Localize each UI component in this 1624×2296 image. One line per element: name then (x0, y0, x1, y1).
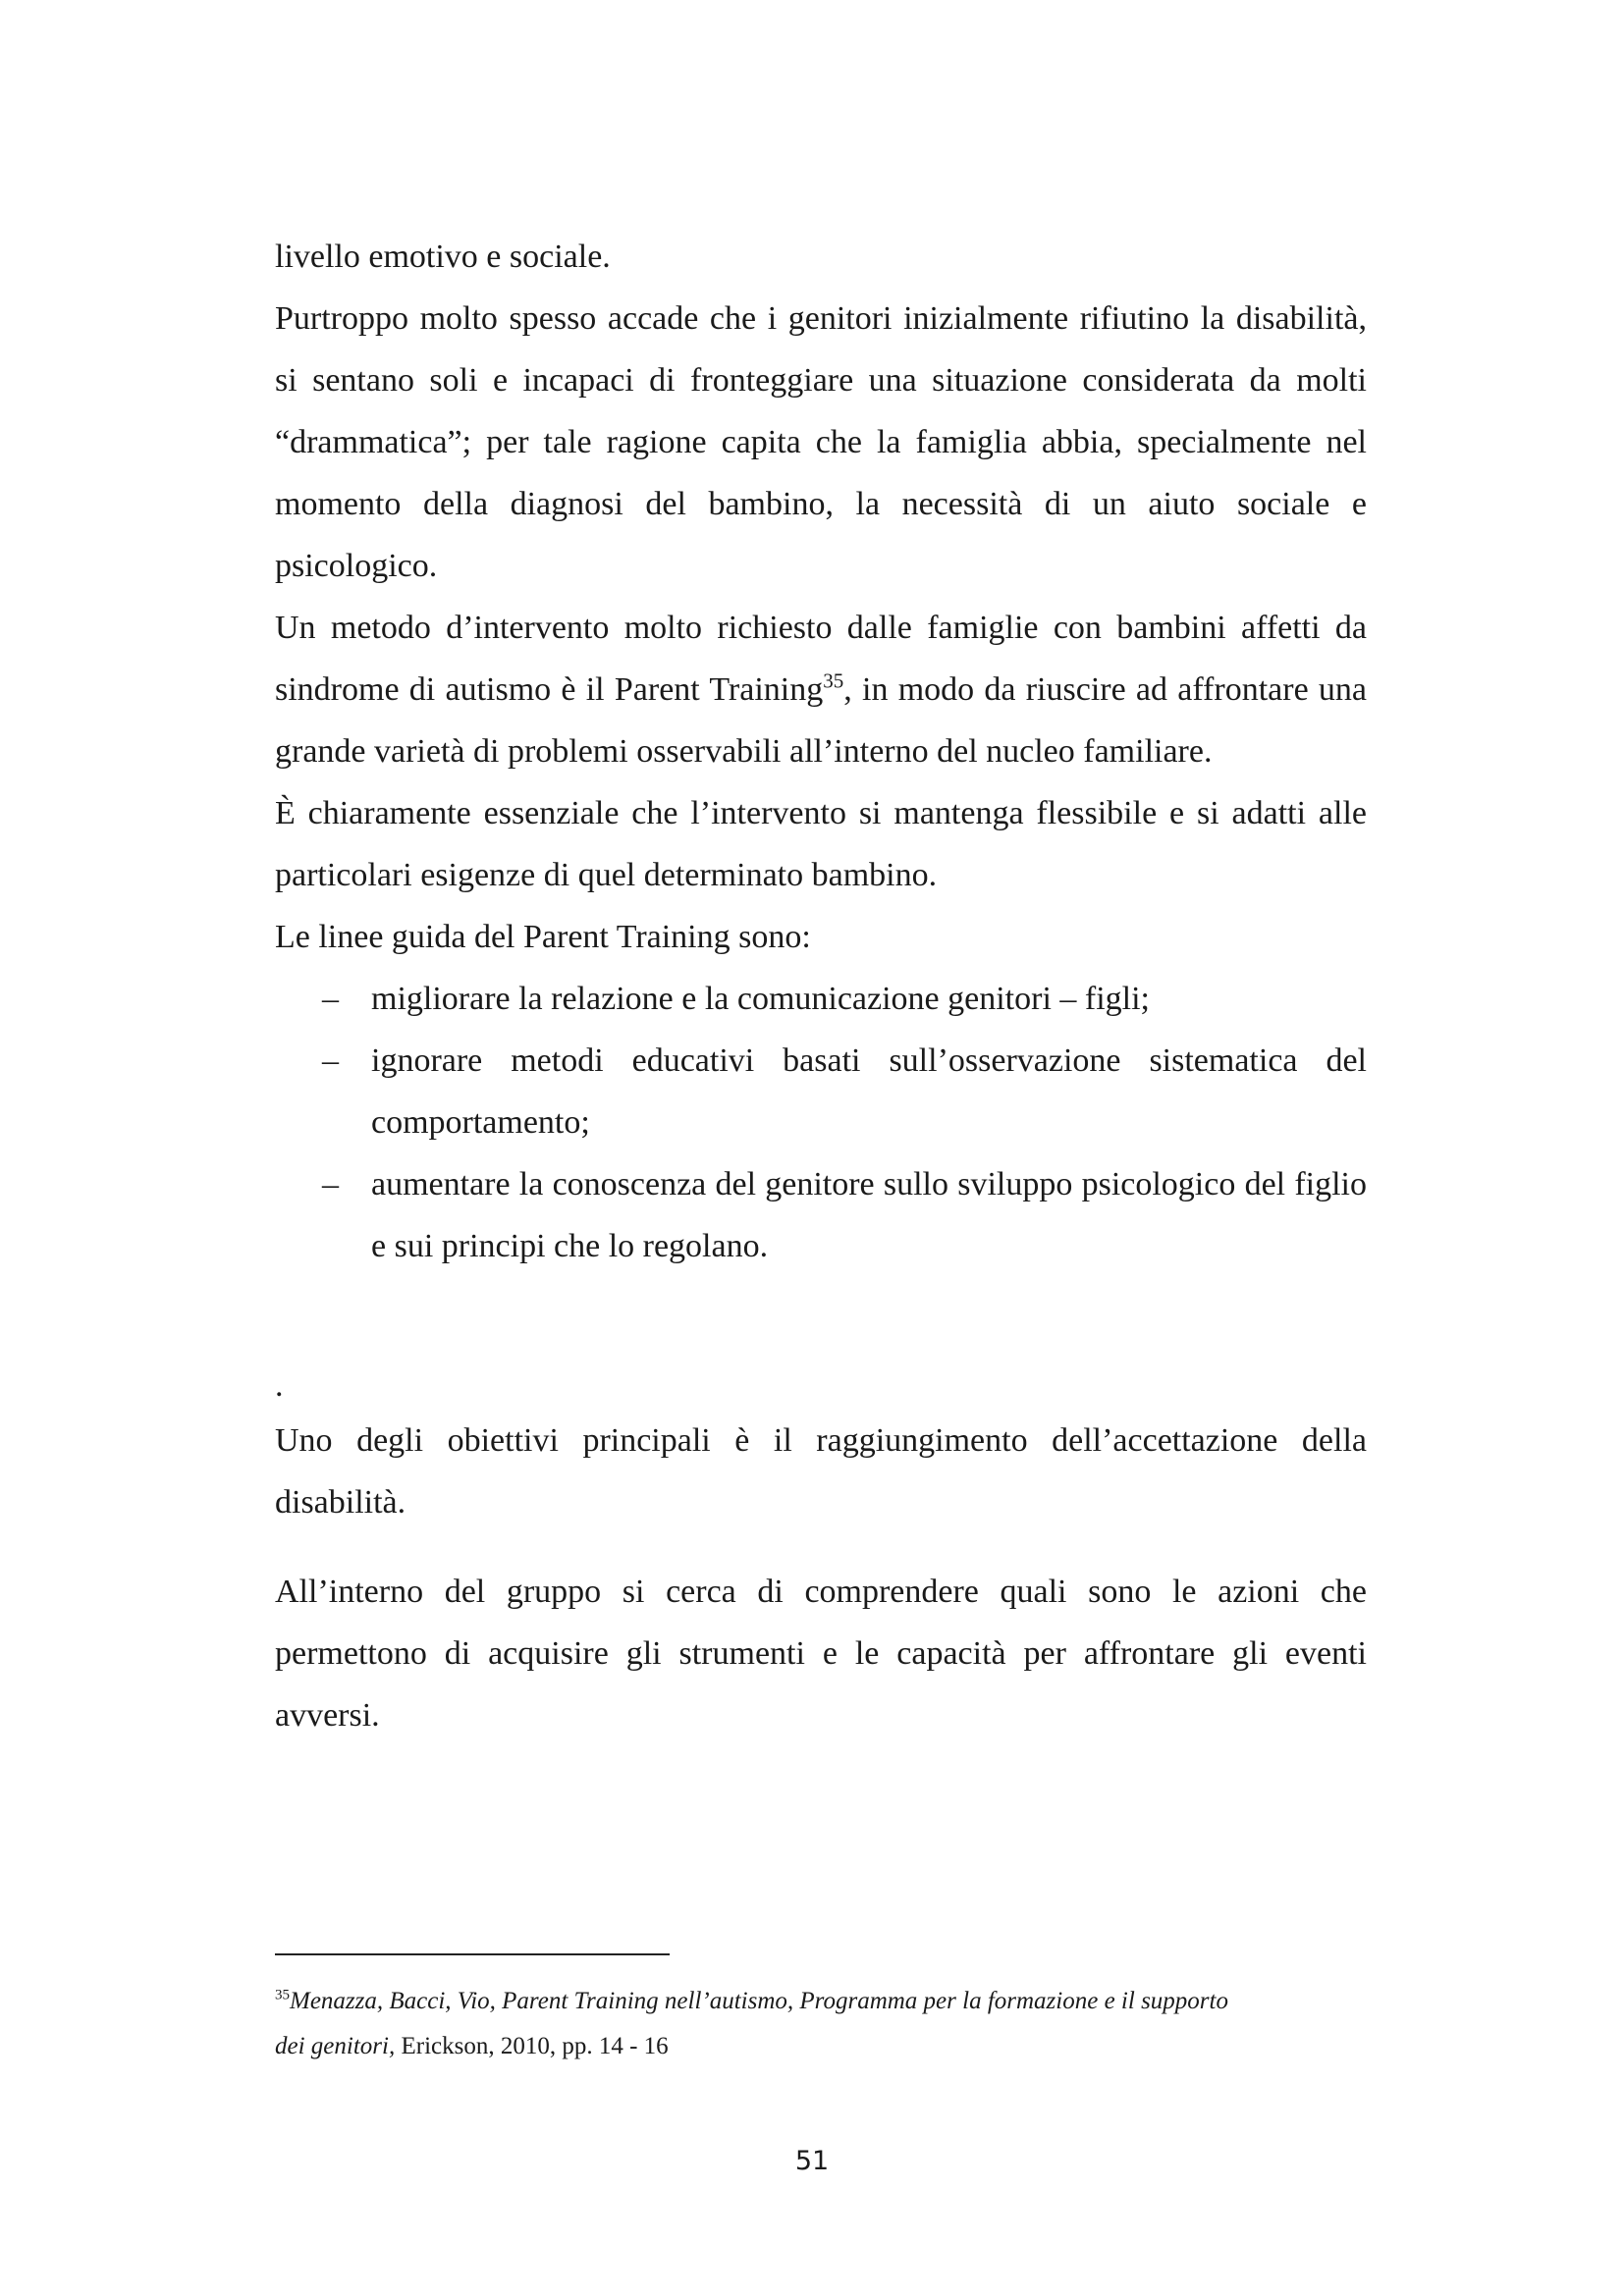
footnote-line-1 (275, 1979, 1367, 2024)
paragraph-group: All’interno del gruppo si cerca di comprendere quali sono le azioni che permettono di acquisire gli strumenti e le capacità per affrontare gli eventi avversi. (275, 1574, 1367, 1734)
paragraph-acceptance: Uno degli obiettivi principali è il raggiungimento dell’accettazione della disabilità. (275, 1422, 1367, 1521)
paragraph-continuation: livello emotivo e sociale. (275, 239, 611, 275)
footnote-line-2 (275, 2024, 1367, 2069)
footnote-separator (275, 1953, 670, 1955)
list-item-text: migliorare la relazione e la comunicazione genitori – figli; (371, 981, 1151, 1017)
list-item (275, 968, 1367, 1030)
footnote-citation-italic-end: dei genitori, (275, 2033, 396, 2059)
body-text (275, 226, 1367, 1277)
paragraph-parent-training (275, 597, 1367, 782)
stray-dot: . (275, 1367, 284, 1404)
list-intro: Le linee guida del Parent Training sono: (275, 919, 811, 955)
dash-marker: – (322, 981, 339, 1017)
paragraph-parents-reaction: Purtroppo molto spesso accade che i genitori inizialmente rifiutino la disabilità, si sentano soli e incapaci di fronteggiare una situazione considerata da molti “drammatica”; per tale ragione capita che la famiglia abbia, specialmente nel momento della diagnosi del bambino, la necessità di un aiuto sociale e psicologico. (275, 300, 1367, 584)
footnote-reference: 35 (823, 668, 844, 693)
dash-marker: – (322, 1166, 339, 1202)
guidelines-list (275, 968, 1367, 1277)
footnote (275, 1979, 1367, 2069)
footnote-number: 35 (275, 1987, 290, 2003)
paragraph-parent-training-text-end: , in modo da riuscire ad affrontare una grande varietà di problemi osservabili all’interno del nucleo familiare. (275, 671, 1367, 770)
footnote-citation-italic: Menazza, Bacci, Vio, Parent Training nell’autismo, Programma per la formazione e il supporto (290, 1988, 1228, 2014)
dash-marker: – (322, 1042, 339, 1079)
footnote-publisher: Erickson, 2010, pp. 14 - 16 (395, 2033, 669, 2059)
list-item (275, 1153, 1367, 1277)
page-number: 51 (794, 2146, 830, 2176)
list-item-text: aumentare la conoscenza del genitore sullo sviluppo psicologico del figlio e sui principi che lo regolano. (371, 1166, 1367, 1264)
paragraph-flexibility: È chiaramente essenziale che l’intervento si mantenga flessibile e si adatti alle particolari esigenze di quel determinato bambino. (275, 795, 1367, 893)
list-item-text: ignorare metodi educativi basati sull’osservazione sistematica del comportamento; (371, 1042, 1367, 1141)
list-item (275, 1030, 1367, 1153)
paragraph-parent-training-text: Un metodo d’intervento molto richiesto dalle famiglie con bambini affetti da sindrome di autismo è il Parent Training (275, 610, 1367, 708)
